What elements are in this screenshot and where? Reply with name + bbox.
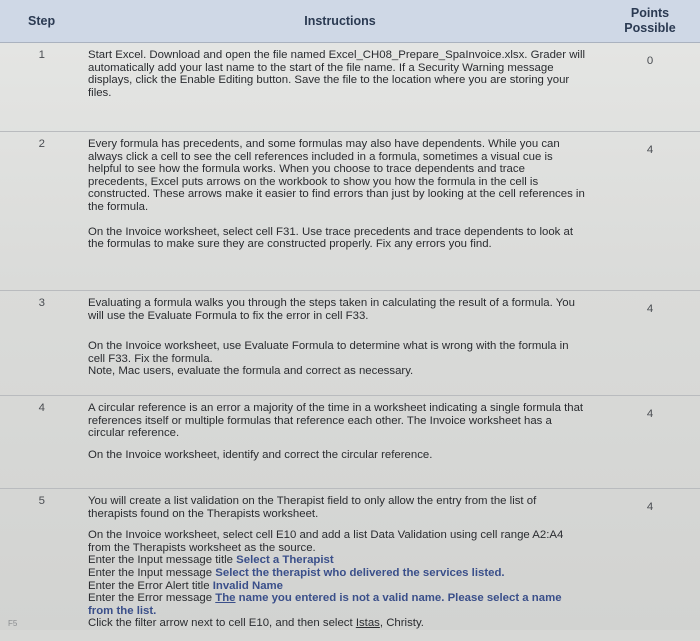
instruction-paragraph: On the Invoice worksheet, select cell E10 and add a list Data Validation using cell range A2:A4 from the Therapists worksheet as the source. xyxy=(88,529,586,554)
points-header-line1: Points xyxy=(600,6,700,21)
points-column-header xyxy=(600,0,700,43)
instructions-column-header: Instructions xyxy=(80,0,600,43)
step-row-1 xyxy=(0,43,700,132)
step-points: 4 xyxy=(600,396,700,489)
input-title-line: Enter the Input message title Select a Therapist xyxy=(88,554,586,567)
error-title-line: Enter the Error Alert title Invalid Name xyxy=(88,580,586,593)
instruction-paragraph: You will create a list validation on the Therapist field to only allow the entry from the list of therapists found on the Therapists worksheet. xyxy=(88,495,586,520)
step-points: 4 xyxy=(600,489,700,641)
instruction-paragraph: Every formula has precedents, and some formulas may also have dependents. While you can always click a cell to see the cell references included in a formula, sometimes a visual cue is helpful to see how the formula works. When you choose to trace dependents and trace precedents, Excel puts arrows on the workbook to show you how the formula in the cell is constructed. These arrows make it easier to find errors than just by looking at the cell references in the formula. xyxy=(88,138,586,214)
instruction-paragraph: On the Invoice worksheet, use Evaluate Formula to determine what is wrong with the formula in cell F33. Fix the formula. xyxy=(88,340,586,365)
step-row-5 xyxy=(0,489,700,641)
step-number: 3 xyxy=(0,291,80,396)
header-row xyxy=(0,0,700,43)
step-number: 5 xyxy=(0,489,80,641)
step-instructions xyxy=(80,489,600,641)
step-instructions xyxy=(80,291,600,396)
error-message-line: Enter the Error message The name you entered is not a valid name. Please select a name from the list. xyxy=(88,592,586,617)
instruction-paragraph: Evaluating a formula walks you through the steps taken in calculating the result of a formula. You will use the Evaluate Formula to fix the error in cell F33. xyxy=(88,297,586,322)
filter-instruction-line: Click the filter arrow next to cell E10, and then select Istas, Christy. xyxy=(88,617,586,630)
input-message-value: Select the therapist who delivered the services listed. xyxy=(215,567,504,579)
step-points: 4 xyxy=(600,132,700,291)
step-row-4 xyxy=(0,396,700,489)
error-message-value: name you entered is not a valid name. Please select a name from the list. xyxy=(88,592,562,617)
corner-mark: F5 xyxy=(8,619,17,628)
step-number: 2 xyxy=(0,132,80,291)
step-instructions xyxy=(80,43,600,132)
step-row-2 xyxy=(0,132,700,291)
input-message-line: Enter the Input message Select the therapist who delivered the services listed. xyxy=(88,567,586,580)
error-title-value: Invalid Name xyxy=(213,580,283,592)
step-row-3 xyxy=(0,291,700,396)
instruction-paragraph: On the Invoice worksheet, identify and correct the circular reference. xyxy=(88,449,586,462)
step-points: 4 xyxy=(600,291,700,396)
input-title-value: Select a Therapist xyxy=(236,554,334,566)
instruction-paragraph: A circular reference is an error a majority of the time in a worksheet indicating a single formula that references itself or multiple formulas that reference each other. The Invoice worksheet has a circular reference. xyxy=(88,402,586,440)
instruction-paragraph: Start Excel. Download and open the file named Excel_CH08_Prepare_SpaInvoice.xlsx. Grader will automatically add your last name to the start of the file name. If a Security Warning message displays, click the Enable Editing button. Save the file to the location where you are storing your files. xyxy=(88,49,586,99)
step-instructions xyxy=(80,396,600,489)
step-number: 1 xyxy=(0,43,80,132)
error-message-value-start: The xyxy=(215,592,235,604)
step-points: 0 xyxy=(600,43,700,132)
step-column-header: Step xyxy=(0,0,80,43)
points-header-line2: Possible xyxy=(600,21,700,36)
therapist-name-link: Istas xyxy=(356,617,380,629)
step-number: 4 xyxy=(0,396,80,489)
step-instructions xyxy=(80,132,600,291)
instruction-note: Note, Mac users, evaluate the formula and correct as necessary. xyxy=(88,365,586,378)
instruction-paragraph: On the Invoice worksheet, select cell F31. Use trace precedents and trace dependents to look at the formulas to make sure they are constructed properly. Fix any errors you find. xyxy=(88,226,586,251)
